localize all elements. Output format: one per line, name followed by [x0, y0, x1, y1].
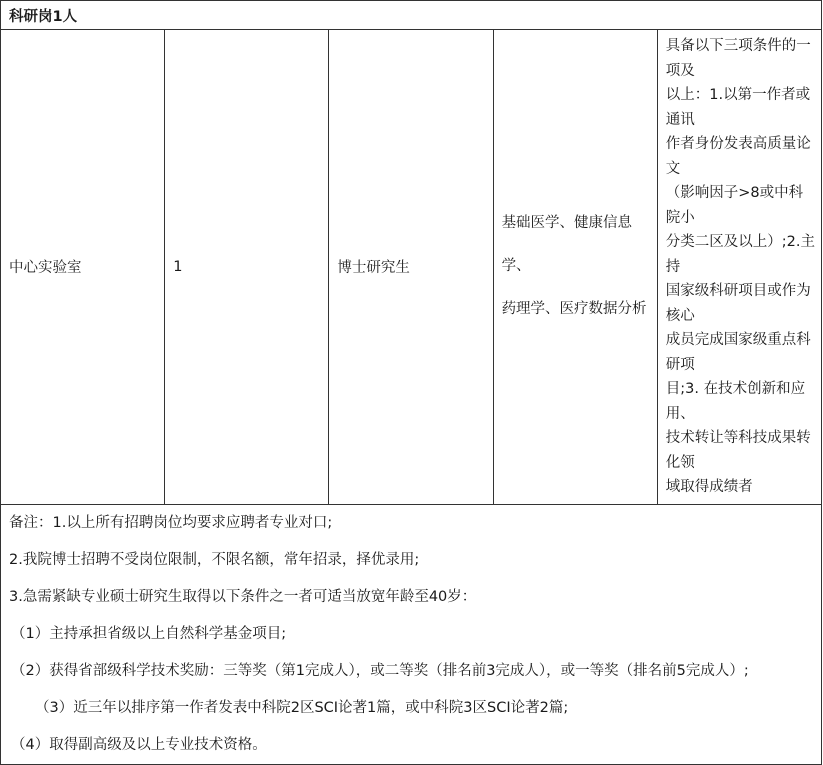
requirements-cell [657, 30, 821, 505]
note-line: 备注：1.以上所有招聘岗位均要求应聘者专业对口; [9, 514, 333, 531]
note-line: 3.急需紧缺专业硕士研究生取得以下条件之一者可适当放宽年龄至40岁： [9, 588, 477, 605]
note-line: （3）近三年以排序第一作者发表中科院2区SCI论著1篇，或中科院3区SCI论著2篇; [35, 699, 569, 716]
requirement-line: （影响因子>8或中科院小 [665, 185, 804, 226]
requirement-line: 技术转让等科技成果转化领 [665, 430, 811, 471]
note-line: （4）取得副高级及以上专业技术资格。 [11, 736, 267, 753]
degree-cell: 博士研究生 [329, 30, 493, 505]
requirement-line: 分类二区及以上）;2.主持 [665, 234, 815, 275]
note-line: 2.我院博士招聘不受岗位限制，不限名额，常年招录，择优录用; [9, 551, 420, 568]
section-title: 科研岗1人 [1, 1, 822, 30]
requirement-line: 目;3. 在技术创新和应用、 [665, 381, 806, 422]
majors-line: 药理学、医疗数据分析 [501, 301, 647, 318]
requirement-line: 具备以下三项条件的一项及 [665, 38, 811, 79]
requirement-line: 以上：1.以第一作者或通讯 [665, 87, 811, 128]
requirement-line: 域取得成绩者 [665, 479, 753, 495]
requirement-line: 作者身份发表高质量论文 [665, 136, 811, 177]
requirement-line: 国家级科研项目或作为核心 [665, 283, 811, 324]
section-header-row [1, 1, 822, 30]
requirement-line: 成员完成国家级重点科研项 [665, 332, 811, 373]
majors-cell [493, 30, 657, 505]
table-row [1, 30, 822, 505]
notes-row [1, 504, 822, 764]
department-cell: 中心实验室 [1, 30, 165, 505]
count-cell: 1 [165, 30, 329, 505]
note-line: （2）获得省部级科学技术奖励：三等奖（第1完成人），或二等奖（排名前3完成人），或一等奖（排名前5完成人）; [11, 662, 749, 679]
majors-line: 基础医学、健康信息学、 [501, 215, 633, 275]
note-line: （1）主持承担省级以上自然科学基金项目; [11, 625, 287, 642]
notes-cell [1, 504, 822, 764]
